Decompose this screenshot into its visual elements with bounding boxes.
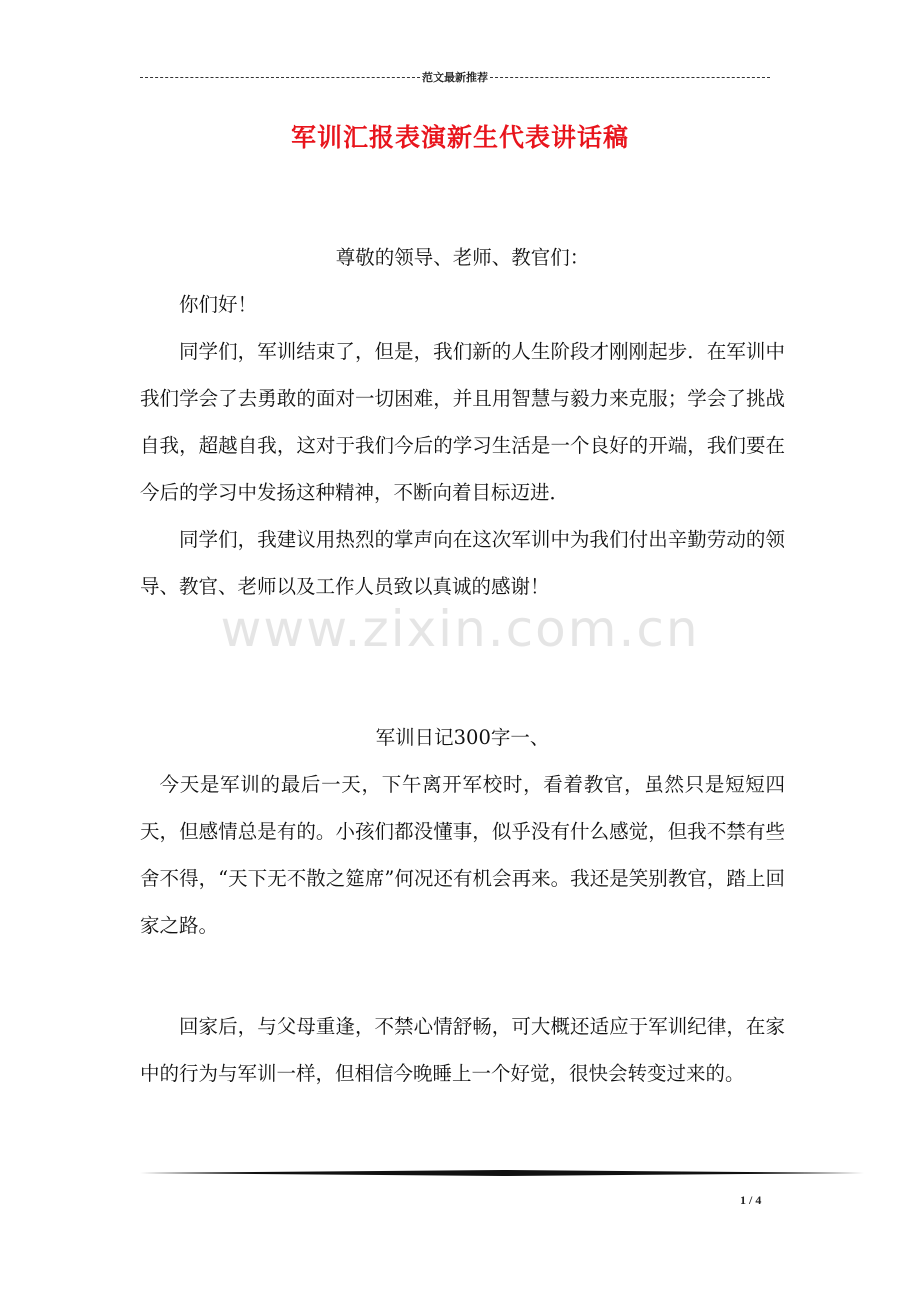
greeting: 尊敬的领导、老师、教官们：	[335, 246, 590, 269]
diary-body-2	[140, 1003, 785, 1097]
header-line	[140, 69, 770, 85]
watermark: www.zixin.com.cn	[220, 600, 700, 658]
diary-paragraph-1: 今天是军训的最后一天，下午离开军校时，看着教官，虽然只是短短四天，但感情总是有的。小孩们都没懂事，似乎没有什么感觉，但我不禁有些舍不得，“天下无不散之筵席”何况还有机会再来。我还是笑别教官，踏上回家之路。	[140, 773, 785, 937]
hello-line: 你们好！	[179, 293, 258, 316]
footer-rule	[140, 1170, 864, 1176]
paragraph-1: 同学们，军训结束了，但是，我们新的人生阶段才刚刚起步．在军训中我们学会了去勇敢的面对一切困难，并且用智慧与毅力来克服；学会了挑战自我，超越自我，这对于我们今后的学习生活是一个良好的开端，我们要在今后的学习中发扬这种精神，不断向着目标迈进．	[140, 340, 785, 504]
diary-heading: 军训日记300字一、	[375, 726, 550, 749]
header-dash-right	[490, 77, 770, 78]
diary-body	[140, 714, 785, 949]
speech-body	[140, 234, 785, 610]
diary-paragraph-2: 回家后，与父母重逢，不禁心情舒畅，可大概还适应于军训纪律，在家中的行为与军训一样，但相信今晚睡上一个好觉，很快会转变过来的。	[140, 1015, 785, 1085]
header-dash-left	[140, 77, 420, 78]
header-label: 范文最新推荐	[422, 71, 488, 84]
paragraph-2: 同学们，我建议用热烈的掌声向在这次军训中为我们付出辛勤劳动的领导、教官、老师以及工作人员致以真诚的感谢！	[140, 528, 785, 598]
document-title: 军训汇报表演新生代表讲话稿	[290, 123, 629, 152]
page-number: 1 / 4	[740, 1193, 762, 1207]
